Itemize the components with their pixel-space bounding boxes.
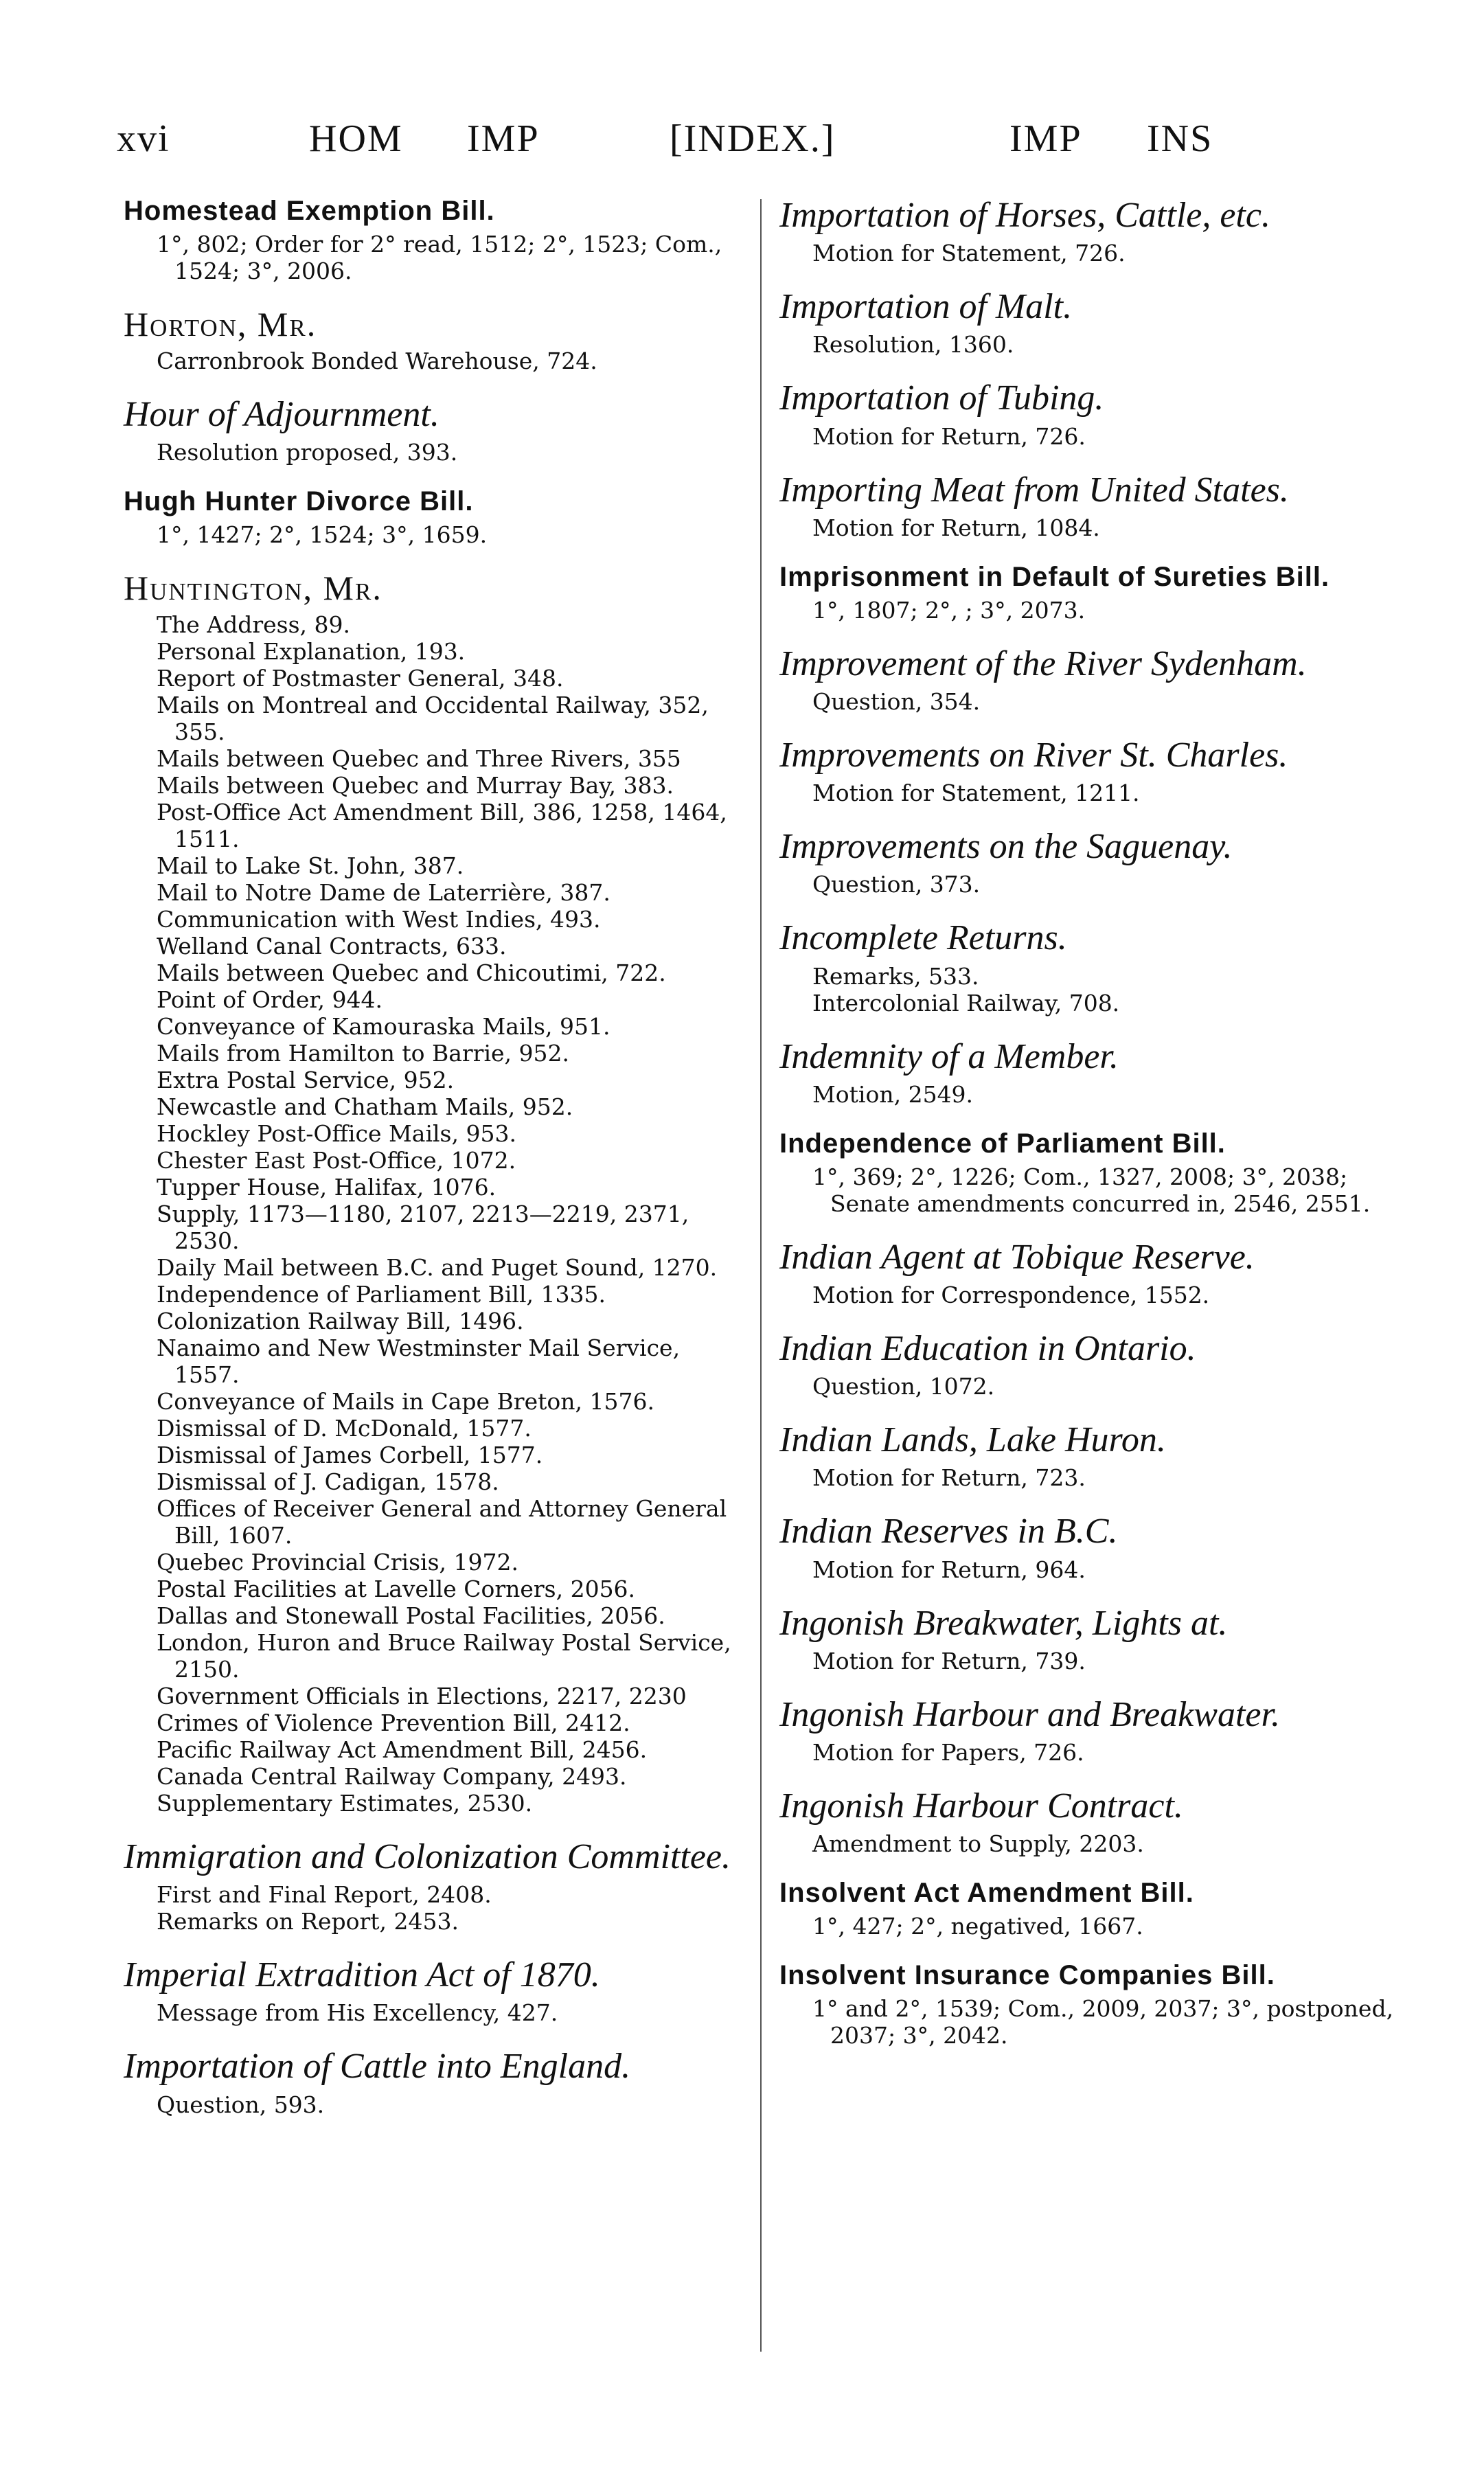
- entry-references: [124, 1881, 745, 1935]
- reference-line: Motion for Return, 964.: [812, 1556, 1086, 1583]
- reference-line: Motion for Papers, 726.: [812, 1739, 1084, 1766]
- index-entry: [779, 644, 1404, 715]
- index-entry: [779, 1786, 1404, 1857]
- reference-line: Question, 593.: [157, 2091, 325, 2118]
- reference-line: First and Final Report, 2408.: [157, 1881, 492, 1909]
- reference-line: 1°, 369; 2°, 1226; Com., 1327, 2008; 3°, 2038; Senate amendments concurred in, 2546, 2551.: [812, 1163, 1371, 1217]
- entry-references: [779, 1464, 1404, 1491]
- entry-heading: Horton, Mr.: [124, 304, 317, 343]
- reference-line: Motion, 2549.: [812, 1080, 974, 1108]
- index-entry: [779, 1128, 1404, 1217]
- reference-line: Mails between Quebec and Chicoutimi, 722.: [157, 959, 666, 986]
- reference-line: Motion for Return, 726.: [812, 422, 1086, 450]
- left-column: [124, 196, 745, 2139]
- reference-line: Remarks on Report, 2453.: [157, 1908, 459, 1935]
- index-entry: [124, 196, 745, 284]
- index-entry: [779, 736, 1404, 806]
- reference-line: Supplementary Estimates, 2530.: [157, 1789, 533, 1817]
- index-entry: [779, 1960, 1404, 2049]
- entry-references: [779, 1373, 1404, 1400]
- reference-line: Crimes of Violence Prevention Bill, 2412.: [157, 1709, 630, 1736]
- reference-line: Chester East Post-Office, 1072.: [157, 1146, 516, 1174]
- entry-references: [124, 611, 745, 1817]
- index-entry: [124, 395, 745, 466]
- index-entry: [124, 486, 745, 548]
- reference-line: The Address, 89.: [157, 611, 350, 638]
- entry-references: [779, 1282, 1404, 1308]
- entry-references: [779, 1556, 1404, 1583]
- reference-line: Motion for Return, 723.: [812, 1464, 1086, 1492]
- reference-line: Intercolonial Railway, 708.: [812, 989, 1120, 1016]
- entry-references: [124, 439, 745, 466]
- reference-line: Conveyance of Kamouraska Mails, 951.: [157, 1012, 610, 1040]
- reference-line: 1°, 1807; 2°, ; 3°, 2073.: [812, 596, 1086, 624]
- reference-line: 1°, 802; Order for 2° read, 1512; 2°, 1523; Com., 1524; 3°, 2006.: [157, 230, 722, 284]
- reference-line: Motion for Return, 739.: [812, 1647, 1086, 1674]
- reference-line: Mails between Quebec and Three Rivers, 355: [157, 745, 681, 772]
- entry-heading: Improvement of the River Sydenham.: [779, 644, 1307, 683]
- right-column: [779, 196, 1404, 2069]
- entry-heading: Indemnity of a Member.: [779, 1036, 1119, 1076]
- reference-line: Extra Postal Service, 952.: [157, 1066, 455, 1093]
- entry-heading: Ingonish Harbour Contract.: [779, 1786, 1183, 1826]
- index-entry: [779, 287, 1404, 358]
- reference-line: Hockley Post-Office Mails, 953.: [157, 1120, 516, 1147]
- entry-heading: Insolvent Insurance Companies Bill.: [779, 1960, 1275, 1991]
- entry-heading: Hour of Adjournment.: [124, 394, 440, 434]
- reference-line: Offices of Receiver General and Attorney General Bill, 1607.: [157, 1494, 727, 1549]
- entry-heading: Independence of Parliament Bill.: [779, 1128, 1226, 1159]
- entry-references: [779, 331, 1404, 358]
- entry-references: [779, 1739, 1404, 1766]
- entry-heading: Imprisonment in Default of Sureties Bill.: [779, 561, 1330, 592]
- reference-line: Motion for Correspondence, 1552.: [812, 1281, 1210, 1308]
- entry-heading: Hugh Hunter Divorce Bill.: [124, 486, 474, 517]
- reference-line: Mail to Notre Dame de Laterrière, 387.: [157, 878, 610, 906]
- entry-heading: Insolvent Act Amendment Bill.: [779, 1878, 1194, 1909]
- entry-references: [779, 1081, 1404, 1108]
- entry-references: [779, 1648, 1404, 1674]
- index-entry: [779, 1695, 1404, 1766]
- entry-references: [779, 1913, 1404, 1940]
- reference-line: Government Officials in Elections, 2217, 2230: [157, 1682, 687, 1709]
- right-range-end: INS: [1147, 117, 1213, 160]
- reference-line: Nanaimo and New Westminster Mail Service, 1557.: [157, 1334, 681, 1388]
- entry-references: [124, 521, 745, 548]
- entry-heading: Huntington, Mr.: [124, 568, 383, 607]
- reference-line: Tupper House, Halifax, 1076.: [157, 1173, 496, 1201]
- entry-heading: Imperial Extradition Act of 1870.: [124, 1955, 600, 1995]
- index-entry: [779, 1878, 1404, 1940]
- index-entry: [779, 1037, 1404, 1108]
- entry-heading: Indian Education in Ontario.: [779, 1328, 1196, 1368]
- reference-line: Independence of Parliament Bill, 1335.: [157, 1280, 606, 1308]
- reference-line: Dismissal of J. Cadigan, 1578.: [157, 1468, 499, 1495]
- entry-heading: Importation of Cattle into England.: [124, 2047, 631, 2087]
- reference-line: Conveyance of Mails in Cape Breton, 1576.: [157, 1387, 654, 1415]
- reference-line: Mails from Hamilton to Barrie, 952.: [157, 1039, 569, 1067]
- reference-line: Motion for Statement, 1211.: [812, 780, 1140, 807]
- reference-line: Message from His Excellency, 427.: [157, 1999, 558, 2027]
- reference-line: Motion for Statement, 726.: [812, 240, 1126, 267]
- index-entry: [779, 470, 1404, 541]
- reference-line: Welland Canal Contracts, 633.: [157, 932, 507, 959]
- reference-line: London, Huron and Bruce Railway Postal Service, 2150.: [157, 1628, 731, 1683]
- index-entry: [779, 378, 1404, 449]
- reference-line: Mail to Lake St. John, 387.: [157, 852, 464, 879]
- entry-references: [779, 780, 1404, 806]
- reference-line: Daily Mail between B.C. and Puget Sound, 1270.: [157, 1253, 718, 1281]
- reference-line: Resolution, 1360.: [812, 331, 1014, 359]
- reference-line: Question, 354.: [812, 687, 981, 715]
- entry-heading: Importing Meat from United States.: [779, 470, 1289, 510]
- entry-heading: Importation of Malt.: [779, 287, 1073, 327]
- reference-line: Postal Facilities at Lavelle Corners, 2056.: [157, 1575, 636, 1602]
- entry-references: [779, 597, 1404, 624]
- entry-heading: Ingonish Breakwater, Lights at.: [779, 1603, 1228, 1643]
- entry-heading: Improvements on River St. Charles.: [779, 735, 1288, 775]
- reference-line: Canada Central Railway Company, 2493.: [157, 1762, 627, 1790]
- index-entry: [779, 1512, 1404, 1582]
- entry-references: [124, 348, 745, 374]
- reference-line: Amendment to Supply, 2203.: [812, 1830, 1144, 1858]
- entry-references: [779, 963, 1404, 1016]
- index-entry: [779, 918, 1404, 1016]
- reference-line: Dismissal of James Corbell, 1577.: [157, 1441, 543, 1468]
- entry-references: [779, 871, 1404, 898]
- reference-line: Carronbrook Bonded Warehouse, 724.: [157, 347, 597, 374]
- entry-references: [779, 1163, 1404, 1217]
- left-range-start: HOM: [309, 117, 403, 160]
- section-title: [INDEX.]: [670, 117, 836, 160]
- entry-heading: Improvements on the Saguenay.: [779, 827, 1233, 867]
- index-entry: [779, 1604, 1404, 1674]
- entry-heading: Importation of Horses, Cattle, etc.: [779, 196, 1270, 235]
- left-range-end: IMP: [467, 117, 540, 160]
- reference-line: Newcastle and Chatham Mails, 952.: [157, 1093, 573, 1120]
- reference-line: Report of Postmaster General, 348.: [157, 664, 564, 692]
- entry-references: [124, 231, 745, 284]
- entry-references: [124, 1999, 745, 2026]
- entry-heading: Homestead Exemption Bill.: [124, 196, 495, 226]
- entry-heading: Immigration and Colonization Committee.: [124, 1837, 731, 1876]
- reference-line: Communication with West Indies, 493.: [157, 905, 601, 933]
- index-entry: [779, 1420, 1404, 1491]
- entry-references: [779, 240, 1404, 266]
- index-entry: [124, 2047, 745, 2117]
- right-range-start: IMP: [1009, 117, 1082, 160]
- reference-line: Mails on Montreal and Occidental Railway, 352, 355.: [157, 691, 709, 745]
- reference-line: Motion for Return, 1084.: [812, 514, 1100, 541]
- entry-references: [779, 423, 1404, 450]
- entry-heading: Incomplete Returns.: [779, 918, 1067, 958]
- entry-references: [779, 514, 1404, 541]
- reference-line: Mails between Quebec and Murray Bay, 383.: [157, 771, 674, 799]
- index-entry: [124, 569, 745, 1817]
- index-entry: [124, 1837, 745, 1935]
- reference-line: Supply, 1173—1180, 2107, 2213—2219, 2371, 2530.: [157, 1200, 689, 1254]
- entry-references: [779, 1830, 1404, 1857]
- index-entry: [779, 1238, 1404, 1308]
- index-entry: [779, 1329, 1404, 1400]
- reference-line: Dismissal of D. McDonald, 1577.: [157, 1414, 532, 1442]
- entry-references: [124, 2091, 745, 2118]
- page-number: xvi: [117, 117, 170, 160]
- reference-line: Personal Explanation, 193.: [157, 637, 466, 665]
- entry-references: [779, 1995, 1404, 2049]
- reference-line: Dallas and Stonewall Postal Facilities, 2056.: [157, 1602, 665, 1629]
- entry-heading: Indian Agent at Tobique Reserve.: [779, 1237, 1255, 1277]
- reference-line: Pacific Railway Act Amendment Bill, 2456.: [157, 1736, 648, 1763]
- reference-line: 1°, 427; 2°, negatived, 1667.: [812, 1913, 1143, 1940]
- reference-line: Resolution proposed, 393.: [157, 439, 458, 466]
- index-entry: [779, 562, 1404, 624]
- entry-heading: Ingonish Harbour and Breakwater.: [779, 1694, 1280, 1734]
- index-entry: [124, 1955, 745, 2026]
- reference-line: Point of Order, 944.: [157, 986, 383, 1013]
- reference-line: Colonization Railway Bill, 1496.: [157, 1307, 524, 1334]
- reference-line: Question, 1072.: [812, 1373, 995, 1400]
- column-divider: [760, 199, 762, 2352]
- index-entry: [779, 196, 1404, 266]
- reference-line: Question, 373.: [812, 871, 981, 898]
- running-header: [117, 117, 1381, 179]
- entry-heading: Indian Lands, Lake Huron.: [779, 1420, 1166, 1460]
- reference-line: 1° and 2°, 1539; Com., 2009, 2037; 3°, postponed, 2037; 3°, 2042.: [812, 1994, 1394, 2049]
- reference-line: 1°, 1427; 2°, 1524; 3°, 1659.: [157, 521, 488, 548]
- index-entry: [779, 827, 1404, 898]
- reference-line: Post-Office Act Amendment Bill, 386, 1258, 1464, 1511.: [157, 798, 727, 852]
- reference-line: Quebec Provincial Crisis, 1972.: [157, 1548, 518, 1576]
- reference-line: Remarks, 533.: [812, 962, 979, 990]
- entry-heading: Importation of Tubing.: [779, 378, 1104, 418]
- index-entry: [124, 305, 745, 374]
- entry-heading: Indian Reserves in B.C.: [779, 1512, 1118, 1552]
- entry-references: [779, 688, 1404, 715]
